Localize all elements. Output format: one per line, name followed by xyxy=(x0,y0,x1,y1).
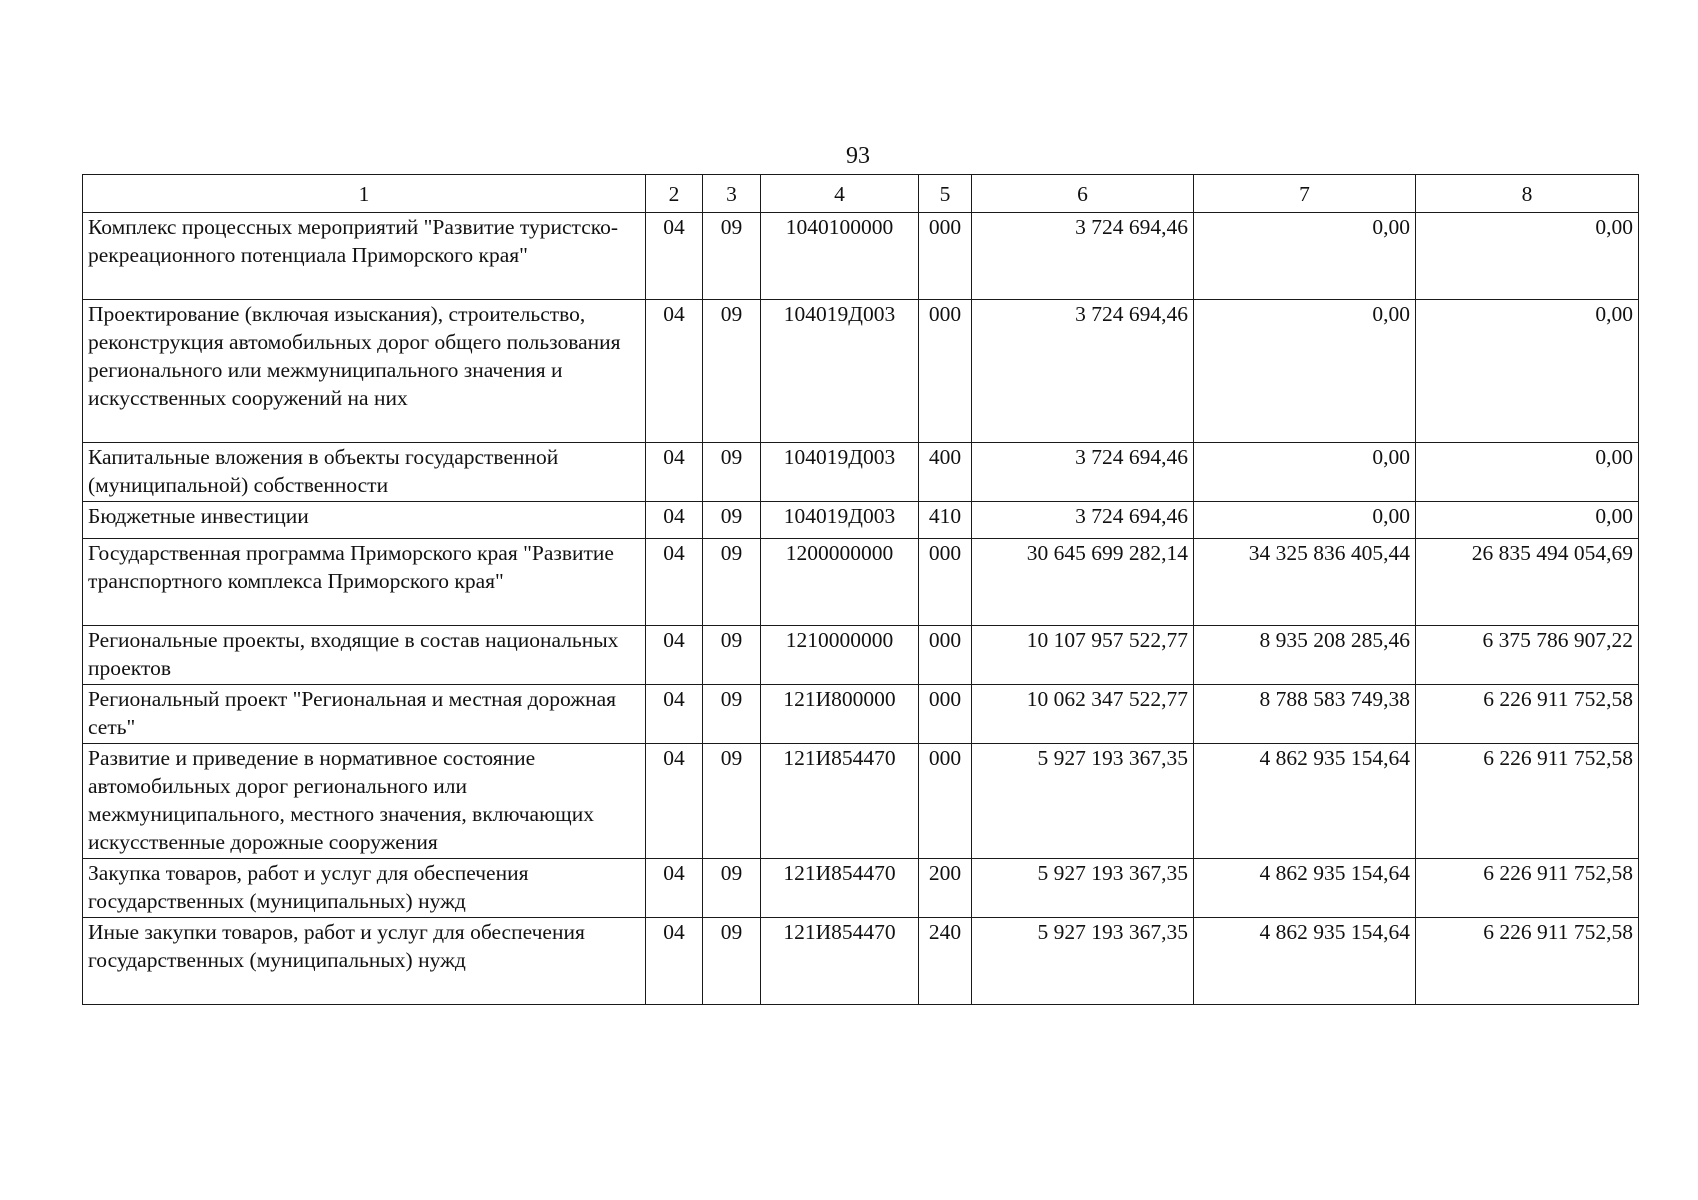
subsection-code: 09 xyxy=(703,213,761,300)
item-name: Развитие и приведение в нормативное состояние автомобильных дорог регионального или межмуниципального, местного значения, включающих искусственные дорожные сооружения xyxy=(83,744,646,859)
table-row xyxy=(83,502,1639,539)
table-row xyxy=(83,539,1639,626)
amount-col-7: 34 325 836 405,44 xyxy=(1194,539,1416,626)
target-article-code: 121И854470 xyxy=(761,744,919,859)
target-article-code: 104019Д003 xyxy=(761,502,919,539)
item-name: Государственная программа Приморского края "Развитие транспортного комплекса Приморского края" xyxy=(83,539,646,626)
table-row xyxy=(83,744,1639,859)
column-header-5: 5 xyxy=(919,175,972,213)
amount-col-6: 3 724 694,46 xyxy=(972,300,1194,443)
budget-table xyxy=(82,174,1639,1005)
amount-col-7: 0,00 xyxy=(1194,502,1416,539)
table-row xyxy=(83,685,1639,744)
header-row xyxy=(83,175,1639,213)
section-code: 04 xyxy=(646,502,703,539)
subsection-code: 09 xyxy=(703,859,761,918)
subsection-code: 09 xyxy=(703,626,761,685)
amount-col-6: 3 724 694,46 xyxy=(972,213,1194,300)
section-code: 04 xyxy=(646,300,703,443)
subsection-code: 09 xyxy=(703,300,761,443)
amount-col-8: 0,00 xyxy=(1416,502,1639,539)
amount-col-6: 5 927 193 367,35 xyxy=(972,859,1194,918)
target-article-code: 1200000000 xyxy=(761,539,919,626)
amount-col-6: 30 645 699 282,14 xyxy=(972,539,1194,626)
column-header-3: 3 xyxy=(703,175,761,213)
item-name: Проектирование (включая изыскания), строительство, реконструкция автомобильных дорог общего пользования регионального или межмуниципального значения и искусственных сооружений на них xyxy=(83,300,646,443)
column-header-8: 8 xyxy=(1416,175,1639,213)
target-article-code: 104019Д003 xyxy=(761,443,919,502)
item-name: Региональные проекты, входящие в состав национальных проектов xyxy=(83,626,646,685)
amount-col-8: 6 375 786 907,22 xyxy=(1416,626,1639,685)
table-row xyxy=(83,213,1639,300)
page-number: 93 xyxy=(846,143,870,169)
table-row xyxy=(83,626,1639,685)
amount-col-6: 10 062 347 522,77 xyxy=(972,685,1194,744)
target-article-code: 1210000000 xyxy=(761,626,919,685)
column-header-4: 4 xyxy=(761,175,919,213)
subsection-code: 09 xyxy=(703,443,761,502)
amount-col-7: 4 862 935 154,64 xyxy=(1194,859,1416,918)
amount-col-7: 4 862 935 154,64 xyxy=(1194,744,1416,859)
section-code: 04 xyxy=(646,918,703,1005)
expense-type-code: 000 xyxy=(919,539,972,626)
section-code: 04 xyxy=(646,213,703,300)
target-article-code: 104019Д003 xyxy=(761,300,919,443)
column-header-2: 2 xyxy=(646,175,703,213)
amount-col-6: 3 724 694,46 xyxy=(972,502,1194,539)
table-row xyxy=(83,300,1639,443)
amount-col-8: 6 226 911 752,58 xyxy=(1416,859,1639,918)
amount-col-6: 3 724 694,46 xyxy=(972,443,1194,502)
subsection-code: 09 xyxy=(703,539,761,626)
expense-type-code: 000 xyxy=(919,300,972,443)
subsection-code: 09 xyxy=(703,502,761,539)
amount-col-7: 0,00 xyxy=(1194,300,1416,443)
table-row xyxy=(83,918,1639,1005)
target-article-code: 121И854470 xyxy=(761,859,919,918)
amount-col-8: 26 835 494 054,69 xyxy=(1416,539,1639,626)
expense-type-code: 200 xyxy=(919,859,972,918)
column-header-1: 1 xyxy=(83,175,646,213)
subsection-code: 09 xyxy=(703,685,761,744)
amount-col-7: 4 862 935 154,64 xyxy=(1194,918,1416,1005)
amount-col-8: 6 226 911 752,58 xyxy=(1416,744,1639,859)
section-code: 04 xyxy=(646,685,703,744)
item-name: Бюджетные инвестиции xyxy=(83,502,646,539)
expense-type-code: 000 xyxy=(919,626,972,685)
amount-col-7: 8 935 208 285,46 xyxy=(1194,626,1416,685)
item-name: Закупка товаров, работ и услуг для обеспечения государственных (муниципальных) нужд xyxy=(83,859,646,918)
table-row xyxy=(83,859,1639,918)
item-name: Комплекс процессных мероприятий "Развитие туристско-рекреационного потенциала Приморского края" xyxy=(83,213,646,300)
item-name: Капитальные вложения в объекты государственной (муниципальной) собственности xyxy=(83,443,646,502)
target-article-code: 1040100000 xyxy=(761,213,919,300)
amount-col-7: 0,00 xyxy=(1194,443,1416,502)
amount-col-8: 6 226 911 752,58 xyxy=(1416,918,1639,1005)
table-row xyxy=(83,443,1639,502)
amount-col-6: 5 927 193 367,35 xyxy=(972,744,1194,859)
amount-col-6: 10 107 957 522,77 xyxy=(972,626,1194,685)
target-article-code: 121И800000 xyxy=(761,685,919,744)
expense-type-code: 000 xyxy=(919,744,972,859)
amount-col-8: 0,00 xyxy=(1416,443,1639,502)
subsection-code: 09 xyxy=(703,918,761,1005)
item-name: Иные закупки товаров, работ и услуг для обеспечения государственных (муниципальных) нужд xyxy=(83,918,646,1005)
amount-col-8: 6 226 911 752,58 xyxy=(1416,685,1639,744)
amount-col-6: 5 927 193 367,35 xyxy=(972,918,1194,1005)
amount-col-7: 0,00 xyxy=(1194,213,1416,300)
section-code: 04 xyxy=(646,626,703,685)
column-header-6: 6 xyxy=(972,175,1194,213)
section-code: 04 xyxy=(646,443,703,502)
amount-col-8: 0,00 xyxy=(1416,213,1639,300)
section-code: 04 xyxy=(646,539,703,626)
column-header-7: 7 xyxy=(1194,175,1416,213)
section-code: 04 xyxy=(646,744,703,859)
item-name: Региональный проект "Региональная и местная дорожная сеть" xyxy=(83,685,646,744)
amount-col-7: 8 788 583 749,38 xyxy=(1194,685,1416,744)
expense-type-code: 400 xyxy=(919,443,972,502)
target-article-code: 121И854470 xyxy=(761,918,919,1005)
section-code: 04 xyxy=(646,859,703,918)
expense-type-code: 240 xyxy=(919,918,972,1005)
subsection-code: 09 xyxy=(703,744,761,859)
expense-type-code: 410 xyxy=(919,502,972,539)
expense-type-code: 000 xyxy=(919,213,972,300)
expense-type-code: 000 xyxy=(919,685,972,744)
amount-col-8: 0,00 xyxy=(1416,300,1639,443)
